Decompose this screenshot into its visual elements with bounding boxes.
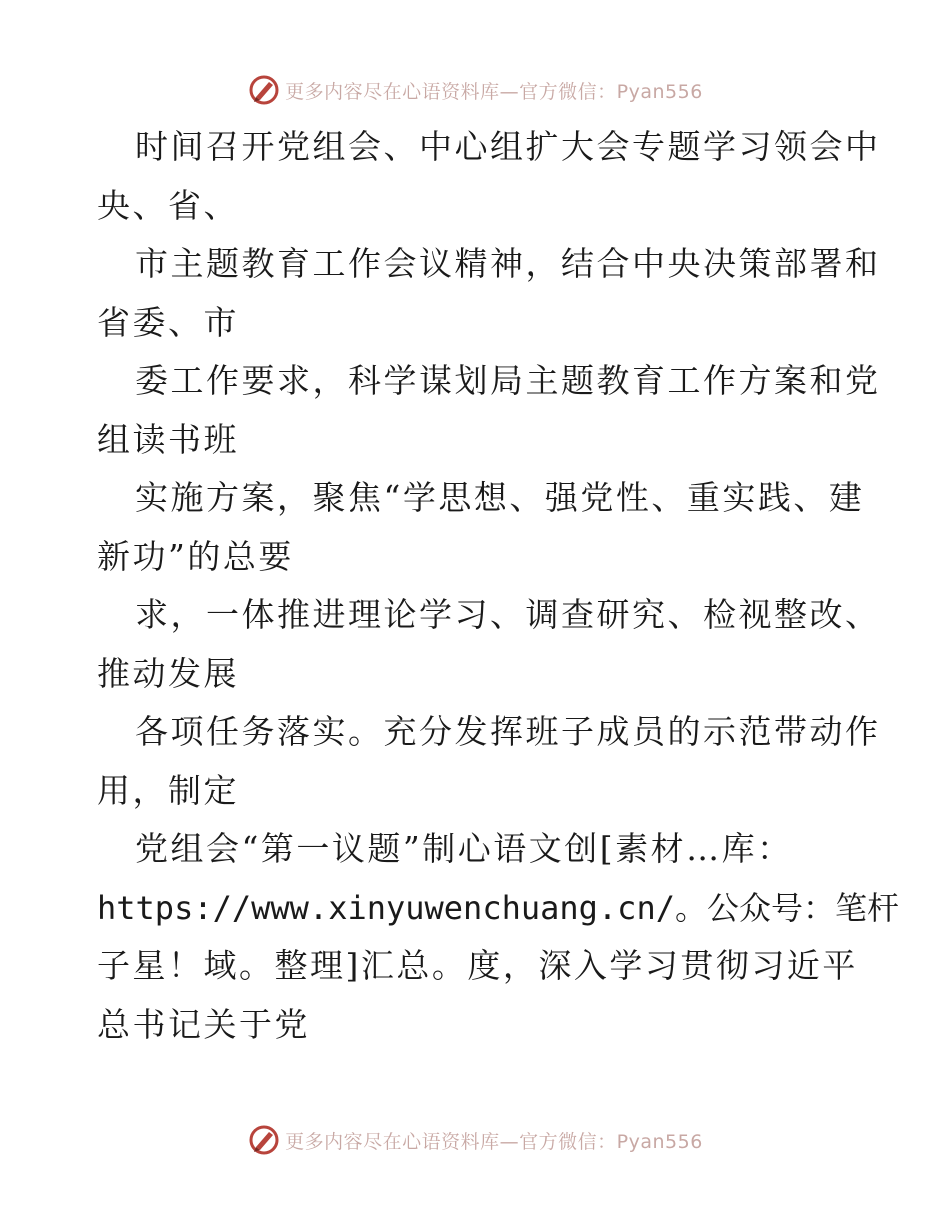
footer-watermark-banner [0,1120,950,1160]
pen-logo-icon [247,73,281,107]
body-line: 央、省、 [97,185,239,225]
body-line: 市主题教育工作会议精神，结合中央决策部署和 [135,244,881,283]
pen-logo-icon [247,1123,281,1157]
body-line: 新功”的总要 [97,536,294,576]
header-watermark-text: 更多内容尽在心语资料库—官方微信：Pyan556 [285,80,703,103]
body-line: 子星！域。整理]汇总。度，深入学习贯彻习近平 [97,946,858,985]
body-line: 时间召开党组会、中心组扩大会专题学习领会中 [135,127,881,166]
document-body [97,118,899,1054]
body-line: 党组会“第一议题”制心语文创[素材…库： [135,829,793,868]
body-line: 求，一体推进理论学习、调查研究、检视整改、 [135,595,881,634]
body-line: 用，制定 [97,770,239,810]
body-line: 总书记关于党 [97,1004,310,1044]
footer-watermark-text: 更多内容尽在心语资料库—官方微信：Pyan556 [285,1130,703,1153]
body-line: 委工作要求，科学谋划局主题教育工作方案和党 [135,361,881,400]
body-line: https://www.xinyuwenchuang.cn/。公众号：笔杆 [97,888,899,927]
body-line: 各项任务落实。充分发挥班子成员的示范带动作 [135,712,881,751]
body-line: 省委、市 [97,302,239,342]
body-line: 实施方案，聚焦“学思想、强党性、重实践、建 [135,478,865,517]
header-watermark-banner [0,70,950,110]
body-line: 推动发展 [97,653,239,693]
body-line: 组读书班 [97,419,239,459]
